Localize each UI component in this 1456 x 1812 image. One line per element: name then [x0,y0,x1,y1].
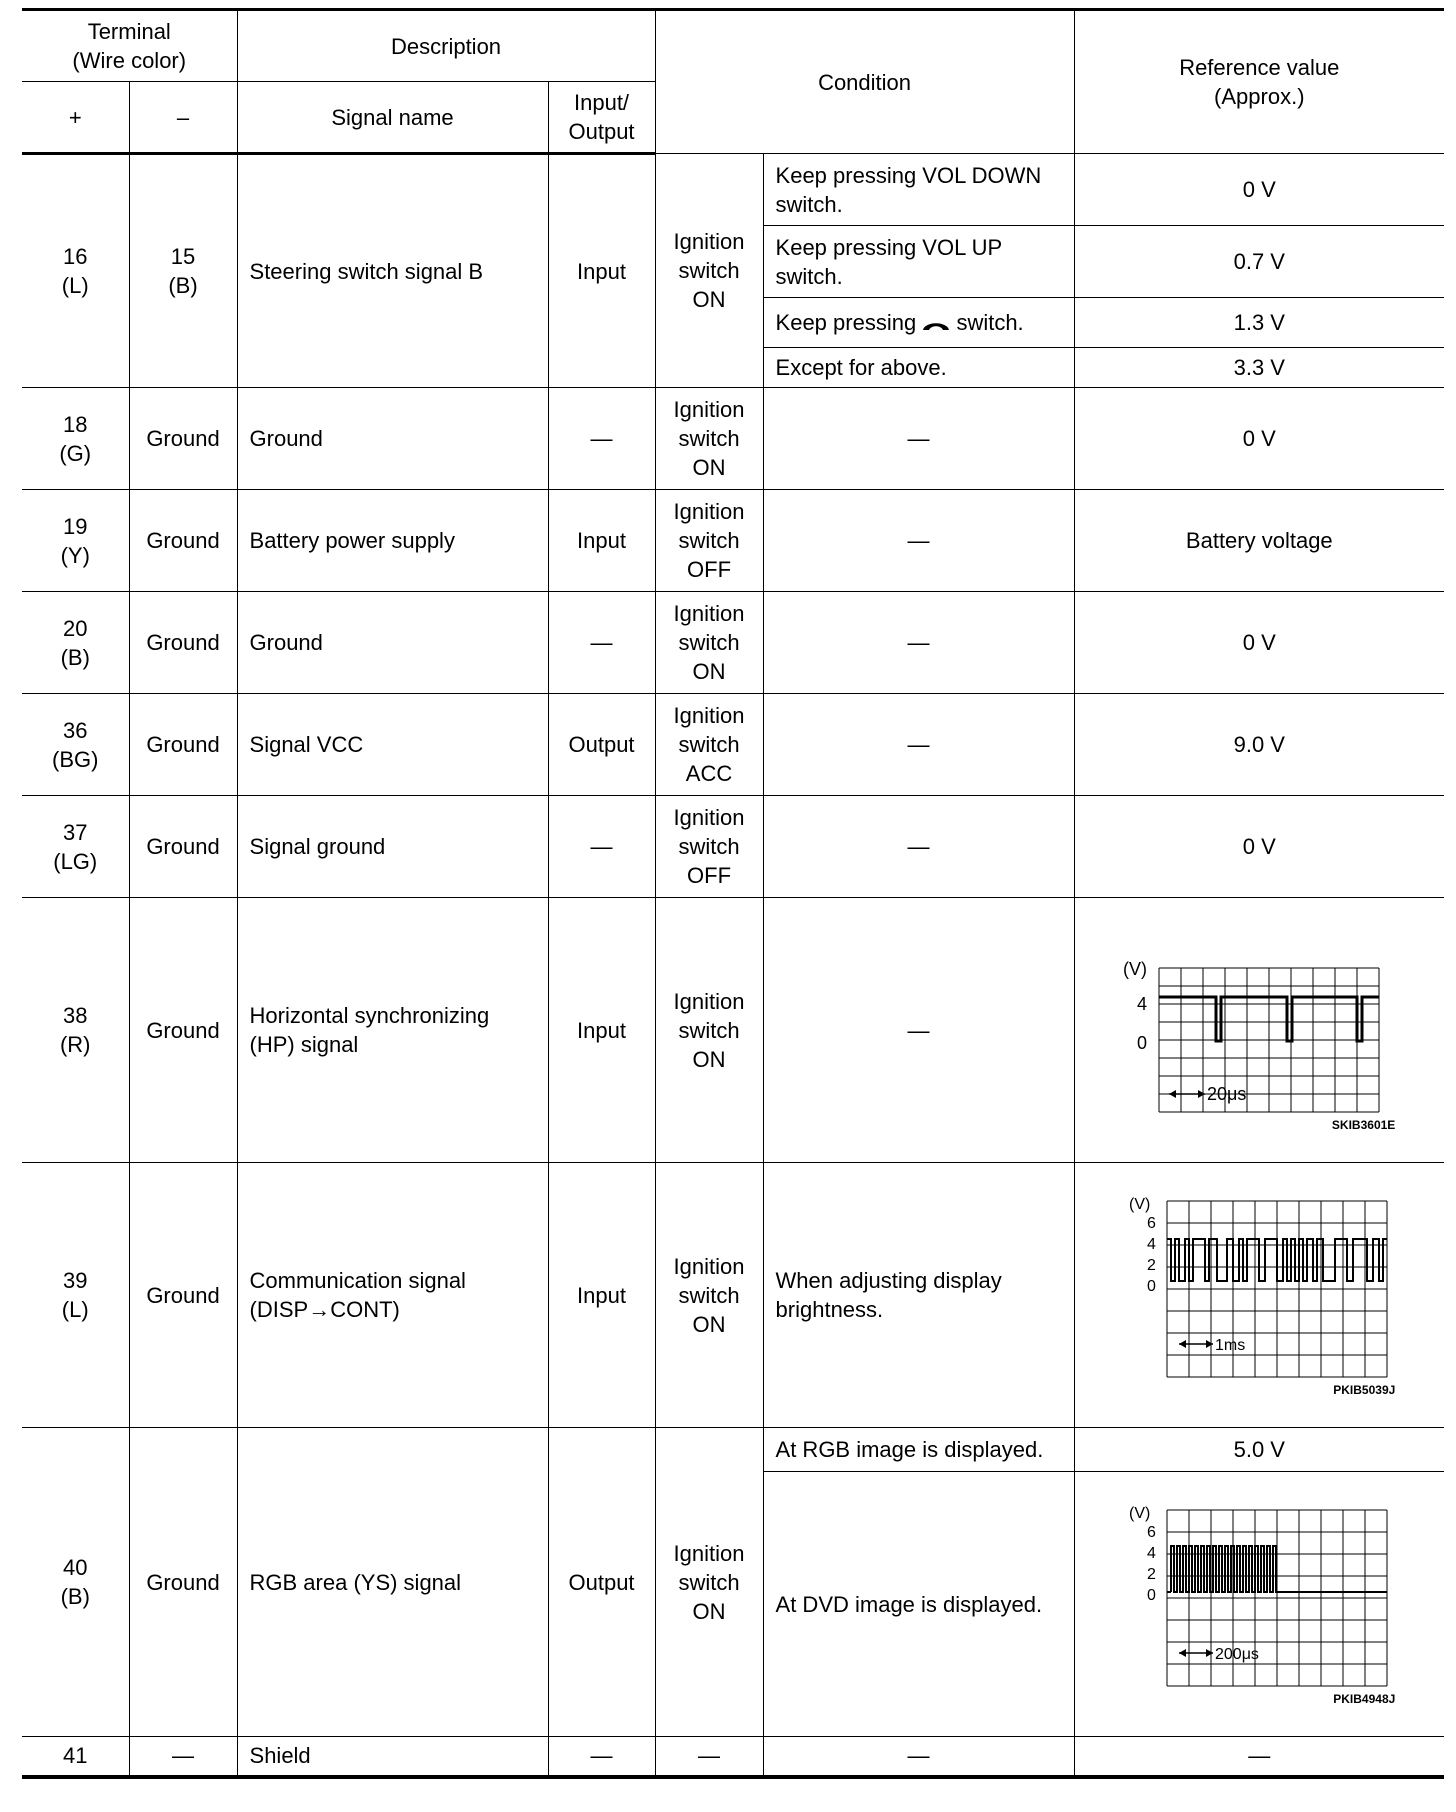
ign-line1: Ignition [673,805,745,830]
signal-line2: (HP) signal [249,1032,359,1057]
signal-line1: Horizontal synchronizing [249,1003,490,1028]
wire-color: (G) [59,440,92,466]
ignition-state: — [655,1737,763,1777]
axis-tick: 6 [1147,1524,1157,1541]
condition: — [763,694,1074,796]
signal-name: Signal VCC [237,694,548,796]
signal-name: Ground [237,388,548,490]
ign-line1: Ignition [673,703,745,728]
reference-value: 0 V [1074,154,1444,226]
condition: Keep pressing VOL DOWN switch. [763,154,1074,226]
signal-name [237,898,548,1163]
input-output: — [548,388,655,490]
input-output: — [548,592,655,694]
condition: Except for above. [763,348,1074,388]
waveform-graph [1109,928,1399,1118]
wire-color: (L) [61,1297,89,1322]
terminal-number: 15 [170,244,196,269]
header-io-line2: Output [568,119,635,144]
header-plus: + [22,82,129,154]
waveform-communication-signal [1109,1193,1409,1397]
ign-line2: switch [678,834,740,859]
header-io-line1: Input/ [574,90,630,115]
terminal-number: 38 [63,1003,88,1028]
terminal-plus [22,592,129,694]
signal-name: RGB area (YS) signal [237,1428,548,1737]
condition [763,298,1074,348]
input-output: Output [548,1428,655,1737]
terminal-plus [22,1428,129,1737]
ign-line2: switch [678,1282,740,1308]
terminal-number: 37 [63,819,88,845]
condition-text-after: switch. [956,310,1024,335]
wire-color: (B) [60,1584,90,1609]
ign-line1: Ignition [673,601,745,626]
terminal-minus [129,154,237,388]
ign-line3: ON [692,1046,726,1072]
reference-value: 3.3 V [1074,348,1444,388]
terminal-minus: Ground [129,592,237,694]
wire-color: (B) [168,273,198,298]
axis-tick: 0 [1137,1033,1148,1053]
table-row [22,154,1444,226]
time-scale: 20μs [1207,1084,1247,1104]
condition: Keep pressing VOL UP switch. [763,226,1074,298]
wire-color: (BG) [52,746,99,772]
table-row [22,1163,1444,1428]
terminal-number: 40 [63,1555,88,1580]
ign-line3: ON [692,1311,726,1337]
terminal-minus: Ground [129,1163,237,1428]
signal-name: Shield [237,1737,548,1777]
ign-line2: switch [678,528,740,553]
ign-line3: OFF [687,863,732,888]
ignition-state [655,490,763,592]
reference-value [1074,1472,1444,1737]
ign-line3: OFF [687,557,732,582]
reference-value: 0.7 V [1074,226,1444,298]
terminal-minus: Ground [129,1428,237,1737]
ign-line2: switch [678,630,740,655]
axis-tick: 4 [1137,994,1148,1014]
terminal-plus [22,490,129,592]
table-row [22,592,1444,694]
header-signal-name: Signal name [237,82,548,154]
wire-color: (Y) [60,542,90,568]
wire-color: (L) [61,273,89,298]
signal-name: Signal ground [237,796,548,898]
table-row [22,1737,1444,1777]
ignition-state [655,694,763,796]
header-terminal-label: Terminal [87,19,171,44]
ign-line3: ON [692,659,726,684]
terminal-plus [22,796,129,898]
reference-value: 1.3 V [1074,298,1444,348]
ign-line1: Ignition [673,988,745,1014]
figure-code: PKIB5039J [1333,1383,1396,1397]
axis-tick: 2 [1147,1257,1157,1274]
reference-value [1074,1163,1444,1428]
condition: At DVD image is displayed. [763,1472,1074,1737]
signal-name: Steering switch signal B [237,154,548,388]
header-reference-value [1074,10,1444,154]
condition [763,1163,1074,1428]
ign-line1: Ignition [673,397,745,422]
reference-value: Battery voltage [1074,490,1444,592]
time-scale: 1ms [1215,1337,1246,1354]
reference-value: 0 V [1074,592,1444,694]
reference-value: — [1074,1737,1444,1777]
condition: — [763,388,1074,490]
waveform-rgb-area-signal [1109,1502,1409,1706]
axis-unit: (V) [1129,1505,1151,1522]
terminal-number: 36 [63,717,88,743]
input-output: Input [548,154,655,388]
reference-value: 5.0 V [1074,1428,1444,1472]
axis-tick: 0 [1147,1587,1157,1604]
figure-code: PKIB4948J [1333,1692,1396,1706]
input-output: Output [548,694,655,796]
ignition-state [655,1163,763,1428]
terminal-minus: Ground [129,490,237,592]
signal-name: Ground [237,592,548,694]
condition: At RGB image is displayed. [763,1428,1074,1472]
header-condition: Condition [655,10,1074,154]
condition-line2: brightness. [775,1297,884,1322]
ignition-state [655,898,763,1163]
figure-code: SKIB3601E [1331,1118,1396,1132]
reference-value: 9.0 V [1074,694,1444,796]
table-row [22,388,1444,490]
axis-tick: 0 [1147,1278,1157,1295]
wire-color: (B) [60,644,90,670]
axis-tick: 4 [1147,1545,1157,1562]
reference-value: 0 V [1074,388,1444,490]
ignition-state [655,1428,763,1737]
terminal-plus [22,898,129,1163]
reference-value [1074,898,1444,1163]
waveform-hp-signal [1109,928,1409,1132]
terminal-plus [22,1163,129,1428]
terminal-number: 18 [63,411,88,437]
ign-line2: switch [678,1017,740,1043]
terminal-minus: Ground [129,898,237,1163]
terminal-minus: Ground [129,694,237,796]
header-terminal [22,10,237,82]
condition: — [763,592,1074,694]
input-output: Input [548,1163,655,1428]
ignition-state [655,592,763,694]
terminal-number: 16 [63,244,88,269]
axis-unit: (V) [1123,959,1148,979]
table-row [22,898,1444,1163]
signal-name: Battery power supply [237,490,548,592]
ignition-state [655,388,763,490]
signal-line2: (DISP→CONT) [249,1297,400,1322]
ign-line2: switch [678,732,740,757]
terminal-number: 39 [63,1268,88,1293]
table-row [22,796,1444,898]
header-wire-color-label: (Wire color) [72,48,187,73]
terminal-plus [22,388,129,490]
wire-color: (LG) [53,848,98,874]
terminal-minus: Ground [129,796,237,898]
ign-line3: ACC [685,761,733,786]
axis-unit: (V) [1129,1196,1151,1213]
wire-color: (R) [59,1032,91,1057]
reference-value: 0 V [1074,796,1444,898]
terminal-spec-table [22,8,1444,1779]
waveform-graph [1109,1193,1399,1383]
ign-line2: switch [678,1569,740,1595]
terminal-number: 19 [63,513,88,539]
table-row [22,490,1444,592]
signal-name [237,1163,548,1428]
axis-tick: 4 [1147,1236,1157,1253]
time-scale: 200μs [1215,1646,1260,1663]
terminal-minus: — [129,1737,237,1777]
ign-line2: switch [678,426,740,451]
condition: — [763,796,1074,898]
input-output: — [548,796,655,898]
ign-line1: Ignition [673,499,745,524]
terminal-plus: 41 [22,1737,129,1777]
header-input-output [548,82,655,154]
condition-line1: When adjusting display [775,1268,1002,1293]
phone-handset-icon [922,318,950,331]
condition-text-before: Keep pressing [775,310,917,335]
ign-line1: Ignition [673,1540,745,1566]
header-description: Description [237,10,655,82]
header-approx-label: (Approx.) [1214,84,1305,109]
header-reference-label: Reference value [1179,55,1340,80]
terminal-plus [22,154,129,388]
terminal-number: 20 [63,615,88,641]
waveform-graph [1109,1502,1399,1692]
condition: — [763,490,1074,592]
ignition-state [655,796,763,898]
table-row [22,1428,1444,1472]
terminal-plus [22,694,129,796]
input-output: Input [548,898,655,1163]
header-minus: – [129,82,237,154]
ign-line3: ON [692,455,726,480]
ign-line1: Ignition [673,229,745,254]
axis-tick: 6 [1147,1215,1157,1232]
table-row [22,694,1444,796]
signal-line1: Communication signal [249,1268,466,1293]
ign-line1: Ignition [673,1253,745,1279]
ignition-state [655,154,763,388]
ign-line3: ON [692,1598,726,1624]
ign-line2: switch [678,258,740,283]
ign-line3: ON [692,287,726,312]
terminal-minus: Ground [129,388,237,490]
axis-tick: 2 [1147,1566,1157,1583]
input-output: Input [548,490,655,592]
condition: — [763,898,1074,1163]
input-output: — [548,1737,655,1777]
condition: — [763,1737,1074,1777]
